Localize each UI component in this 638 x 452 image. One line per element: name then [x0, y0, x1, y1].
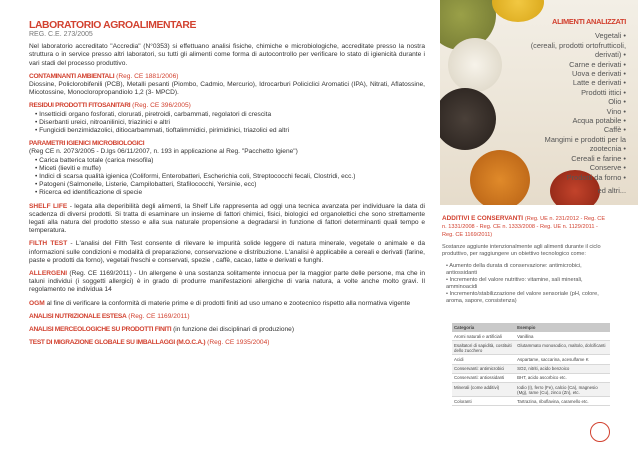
table-header-esempio: Esempio	[515, 323, 610, 332]
ogm-text: al fine di verificare la conformità di materie prime e di prodotti finiti ad uso umano e zootecnico rispetto alla normativa vigente	[44, 299, 411, 307]
table-cell: Glutammato monosodico, maltolo, dolcificanti	[515, 341, 610, 355]
contaminanti-heading: CONTAMINANTI AMBIENTALI	[29, 72, 115, 80]
table-row	[452, 355, 610, 364]
contaminanti-ref: (Reg. CE 1881/2006)	[116, 72, 179, 80]
additivi-heading: ADDITIVI E CONSERVANTI	[442, 215, 524, 222]
table-cell: Tartrazina, riboflavina, caramello etc.	[515, 397, 610, 406]
table-row	[452, 332, 610, 341]
migrazione-heading: TEST DI MIGRAZIONE GLOBALE SU IMBALLAGGI (M.O.C.A.)	[29, 339, 206, 347]
list-item: Carne e derivati •	[520, 60, 626, 69]
page-subtitle: REG. C.E. 273/2005	[29, 31, 93, 38]
table-row	[452, 382, 610, 396]
main-column	[29, 20, 425, 353]
nutrizionale-ref: (Reg. CE 1169/2011)	[128, 312, 190, 320]
list-item: • Incremento del valore nutritivo: vitamine, sali minerali, amminoacidi	[446, 277, 610, 291]
table-row	[452, 373, 610, 382]
section-filth-test	[29, 240, 425, 265]
section-parametri	[29, 140, 425, 197]
list-item: Cereali e farine •	[520, 154, 626, 163]
table-cell: Aspartame, saccarina, acesulfame K	[515, 355, 610, 364]
list-item: • Miceti (lieviti e muffe)	[35, 165, 425, 173]
list-item: Prodotti ittici •	[520, 88, 626, 97]
table-cell: Conservanti: antiossidanti	[452, 373, 515, 382]
list-item: Uova e derivati •	[520, 69, 626, 78]
page-marker-circle	[590, 422, 610, 442]
table-cell: Coloranti	[452, 397, 515, 406]
migrazione-ref: (Reg. CE 1935/2004)	[207, 339, 270, 347]
allergeni-text: (Reg. CE 1169/2011) - Un allergene è una sostanza solitamente innocua per la maggior parte delle persone, ma che in taluni individui (i soggetti allergici) è in grado di produrre manifestazioni allergiche di varia natura, a volte anche molto gravi. Il regolamento ne individua 14	[29, 270, 425, 294]
additivi-list	[442, 263, 610, 305]
parametri-heading: PARAMETRI IGIENICI MICROBIOLOGICI	[29, 140, 145, 148]
table-cell: SO2, nitriti, acido benzoico	[515, 364, 610, 373]
page-title: LABORATORIO AGROALIMENTARE	[29, 20, 197, 31]
contaminanti-text: Diossine, Policlorobifenili (PCB), Metalli pesanti (Piombo, Cadmio, Mercurio), Idrocarburi Policiclici Aromatici (IPA), Nitrati, Aflatossine, Micotossine, Monocloropropandiolo 1,2 (3- MPCD).	[29, 81, 425, 97]
section-allergeni	[29, 270, 425, 295]
alimenti-title: ALIMENTI ANALIZZATI	[552, 17, 626, 26]
section-ogm	[29, 300, 425, 308]
merceologiche-ref: (in funzione dei disciplinari di produzione)	[173, 326, 295, 334]
alimenti-more: ed altri...	[597, 185, 626, 195]
parametri-list	[29, 157, 425, 198]
table-cell: Esaltatori di sapidità, costituiti dello zucchero	[452, 341, 515, 355]
list-item: Vino •	[520, 107, 626, 116]
list-item: Acqua potabile •	[520, 116, 626, 125]
table-cell: Iodio (I), ferro (Fe), calcio (Ca), magnesio (Mg), rame (Cu), zinco (Zn), etc.	[515, 382, 610, 396]
section-merceologiche	[29, 326, 425, 334]
list-item: • Carica batterica totale (carica mesofila)	[35, 157, 425, 165]
table-cell: Aromi naturali e artificiali	[452, 332, 515, 341]
section-additivi	[442, 215, 610, 305]
section-nutrizionale	[29, 313, 425, 321]
filth-test-text: - L'analisi del Filth Test consente di rilevare le impurità solide leggere di natura minerale, vegetale o animale e da informazioni sulle condizioni e modalità di preparazione, conservazione e distribuzione. L'analisi è applicabile a cereali e derivati (farine, paste e prodotti da forno), vegetali freschi e conservati, spezie , caffè, cacao, latte e derivati e funghi.	[29, 240, 426, 264]
residui-ref: (Reg. CE 396/2005)	[132, 102, 191, 110]
additivi-ref: (Reg. UE n. 231/2012 - Reg. CE n. 1331/2008 - Reg. CE n. 1333/2008 - Reg. UE n. 1129/2011 - Reg. CE 1169/2011)	[442, 216, 606, 238]
list-item: Conserve •	[520, 163, 626, 172]
parametri-ref: (Reg CE n. 2073/2005 - D.lgs 06/11/2007, n. 193 in applicazione al Reg. "Pacchetto Igiene")	[29, 148, 298, 156]
intro-paragraph: Nel laboratorio accreditato "Accredia" (N°0353) si effettuano analisi fisiche, chimiche e microbiologiche, accreditate presso la nostra struttura o in service presso altri laboratori, su tutti gli alimenti come forma di autocontrollo per verificare lo stato di igienicità durante i vari stadi del processo produttivo.	[29, 43, 425, 67]
list-item: (cereali, prodotti ortofrutticoli, derivati) •	[520, 41, 626, 60]
list-item: • Fungicidi benzimidazolici, ditiocarbammati, tioftalimmidici, pirimidinici, triazolici ed altri	[35, 127, 425, 135]
table-cell: Minerali (come additivi)	[452, 382, 515, 396]
residui-heading: RESIDUI PRODOTTI FITOSANITARI	[29, 102, 131, 110]
table-cell: Vanillina	[515, 332, 610, 341]
spice-bowl-white	[448, 38, 502, 92]
filth-test-key: FILTH TEST	[29, 240, 68, 248]
section-contaminanti	[29, 73, 425, 98]
section-migrazione	[29, 339, 425, 347]
residui-list	[29, 111, 425, 136]
list-item: Vegetali •	[520, 31, 626, 40]
table-cell: Conservanti: antimicrobici	[452, 364, 515, 373]
list-item: • Aumento della durata di conservazione: antimicrobici, antiossidanti	[446, 263, 610, 277]
list-item: • Patogeni (Salmonelle, Listerie, Campilobatteri, Stafilococchi, Yersinie, ecc)	[35, 181, 425, 189]
list-item: Olio •	[520, 97, 626, 106]
ogm-key: OGM	[29, 299, 45, 307]
additivi-table	[452, 323, 610, 406]
merceologiche-heading: ANALISI MERCEOLOGICHE SU PRODOTTI FINITI	[29, 326, 172, 334]
list-item: • Insetticidi organo fosforati, clorurati, piretroidi, carbammati, regolatori di crescita	[35, 111, 425, 119]
alimenti-list	[520, 31, 626, 182]
list-item: • Diserbanti ureici, nitroanilinici, triazinici e altri	[35, 119, 425, 127]
section-shelf-life	[29, 203, 425, 236]
table-row	[452, 364, 610, 373]
section-residui	[29, 102, 425, 135]
list-item: • Ricerca ed identificazione di specie	[35, 189, 425, 197]
list-item: Latte e derivati •	[520, 78, 626, 87]
table-cell: Acidi	[452, 355, 515, 364]
table-cell: BHT, acido ascorbico etc.	[515, 373, 610, 382]
allergeni-key: ALLERGENI	[29, 270, 68, 278]
shelf-life-text: - legata alla deperibilità degli alimenti, la Shelf Life rappresenta ad oggi una tecnica avanzata per individuare la data di scadenza di diversi prodotti. Si tratta di esaminare un insieme di fattori chimici, fisici, biologici ed organolettici che sono strettamente legati alla natura del prodotto stesso e alla sua naturale propensione a degradarsi in funzione di fattori determinanti quali tempo e temperatura.	[29, 202, 425, 235]
list-item: • Incremento/stabilizzazione del valore sensoriale (pH, colore, aroma, sapore, consistenza)	[446, 291, 610, 305]
table-row	[452, 397, 610, 406]
alimenti-panel	[520, 17, 626, 195]
table-row	[452, 341, 610, 355]
shelf-life-key: SHELF LIFE	[29, 202, 68, 210]
additivi-text: Sostanze aggiunte intenzionalmente agli alimenti durante il ciclo produttivo, per raggiungere un obiettivo tecnologico come:	[442, 244, 601, 257]
list-item: Caffè •	[520, 125, 626, 134]
nutrizionale-heading: ANALISI NUTRIZIONALE ESTESA	[29, 312, 127, 320]
list-item: Prodotti da forno •	[520, 173, 626, 182]
table-header-categoria: Categoria	[452, 323, 515, 332]
list-item: • Indici di scarsa qualità igienica (Coliformi, Enterobatteri, Escherichia coli, Streptococchi fecali, Clostridi, ecc.)	[35, 173, 425, 181]
list-item: Mangimi e prodotti per la zootecnia •	[520, 135, 626, 154]
